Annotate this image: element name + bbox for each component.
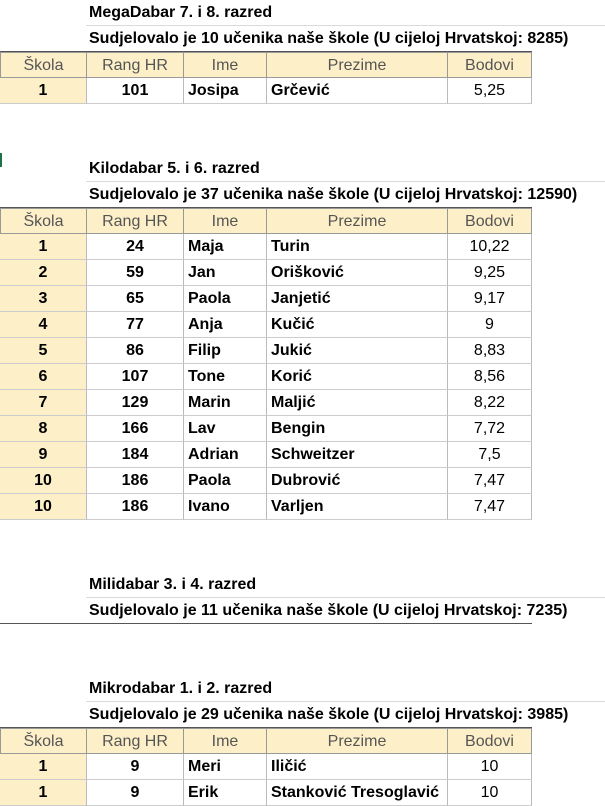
table-row bbox=[0, 468, 605, 494]
cell-prezime[interactable]: Stanković Tresoglavić bbox=[267, 780, 448, 806]
blank-row bbox=[0, 546, 605, 572]
header-ime[interactable]: Ime bbox=[184, 52, 267, 78]
cell-skola[interactable]: 1 bbox=[0, 780, 87, 806]
header-rang-hr[interactable]: Rang HR bbox=[87, 52, 184, 78]
blank-row bbox=[0, 624, 605, 650]
header-skola[interactable]: Škola bbox=[0, 728, 87, 754]
cell-bodovi[interactable]: 10 bbox=[448, 754, 532, 780]
section-subtitle[interactable]: Sudjelovalo je 11 učenika naše škole (U cijeloj Hrvatskoj: 7235) bbox=[89, 602, 568, 619]
cell-rang-hr[interactable]: 186 bbox=[87, 468, 184, 494]
header-rang-hr[interactable]: Rang HR bbox=[87, 728, 184, 754]
header-prezime[interactable]: Prezime bbox=[267, 208, 448, 234]
cell-bodovi[interactable]: 8,56 bbox=[448, 364, 532, 390]
cell-skola[interactable]: 7 bbox=[0, 390, 87, 416]
header-ime[interactable]: Ime bbox=[184, 728, 267, 754]
table-row bbox=[0, 780, 605, 806]
table-header-row bbox=[0, 52, 605, 78]
cell-rang-hr[interactable]: 9 bbox=[87, 754, 184, 780]
cell-ime[interactable]: Paola bbox=[184, 468, 267, 494]
header-prezime[interactable]: Prezime bbox=[267, 52, 448, 78]
cell-bodovi[interactable]: 10 bbox=[448, 780, 532, 806]
section-subtitle-row bbox=[0, 26, 605, 52]
table-row bbox=[0, 78, 605, 104]
cell-rang-hr[interactable]: 107 bbox=[87, 364, 184, 390]
cell-ime[interactable]: Marin bbox=[184, 390, 267, 416]
cell-skola[interactable]: 1 bbox=[0, 234, 87, 260]
header-ime[interactable]: Ime bbox=[184, 208, 267, 234]
cell-ime[interactable]: Maja bbox=[184, 234, 267, 260]
cell-rang-hr[interactable]: 101 bbox=[87, 78, 184, 104]
cell-bodovi[interactable]: 10,22 bbox=[448, 234, 532, 260]
cell-prezime[interactable]: Janjetić bbox=[267, 286, 448, 312]
cell-bodovi[interactable]: 5,25 bbox=[448, 78, 532, 104]
cell-ime[interactable]: Jan bbox=[184, 260, 267, 286]
cell-rang-hr[interactable]: 86 bbox=[87, 338, 184, 364]
section-title[interactable]: MegaDabar 7. i 8. razred bbox=[89, 4, 273, 21]
table-row bbox=[0, 442, 605, 468]
cell-skola[interactable]: 5 bbox=[0, 338, 87, 364]
cell-bodovi[interactable]: 7,5 bbox=[448, 442, 532, 468]
cell-rang-hr[interactable]: 184 bbox=[87, 442, 184, 468]
cell-ime[interactable]: Adrian bbox=[184, 442, 267, 468]
cell-bodovi[interactable]: 7,72 bbox=[448, 416, 532, 442]
cell-prezime[interactable]: Orišković bbox=[267, 260, 448, 286]
table-row bbox=[0, 260, 605, 286]
header-bodovi[interactable]: Bodovi bbox=[448, 728, 532, 754]
cell-ime[interactable]: Paola bbox=[184, 286, 267, 312]
blank-row bbox=[0, 650, 605, 676]
cell-ime[interactable]: Erik bbox=[184, 780, 267, 806]
table-row bbox=[0, 286, 605, 312]
cell-prezime[interactable]: Varljen bbox=[267, 494, 448, 520]
cell-rang-hr[interactable]: 77 bbox=[87, 312, 184, 338]
cell-prezime[interactable]: Korić bbox=[267, 364, 448, 390]
section-title[interactable]: Mikrodabar 1. i 2. razred bbox=[89, 680, 273, 697]
header-skola[interactable]: Škola bbox=[0, 208, 87, 234]
table-row bbox=[0, 312, 605, 338]
section-title-row bbox=[0, 676, 605, 702]
header-skola[interactable]: Škola bbox=[0, 52, 87, 78]
table-row bbox=[0, 364, 605, 390]
section-title-row bbox=[0, 156, 605, 182]
cell-rang-hr[interactable]: 129 bbox=[87, 390, 184, 416]
section-subtitle-row bbox=[0, 182, 605, 208]
cell-ime[interactable]: Ivano bbox=[184, 494, 267, 520]
cell-bodovi[interactable]: 8,83 bbox=[448, 338, 532, 364]
cell-bodovi[interactable]: 9,25 bbox=[448, 260, 532, 286]
cell-prezime[interactable]: Dubrović bbox=[267, 468, 448, 494]
cell-skola[interactable]: 1 bbox=[0, 754, 87, 780]
section-subtitle[interactable]: Sudjelovalo je 29 učenika naše škole (U cijeloj Hrvatskoj: 3985) bbox=[89, 706, 569, 723]
table-row bbox=[0, 390, 605, 416]
cell-bodovi[interactable]: 9,17 bbox=[448, 286, 532, 312]
header-rang-hr[interactable]: Rang HR bbox=[87, 208, 184, 234]
table-row bbox=[0, 754, 605, 780]
cell-ime[interactable]: Meri bbox=[184, 754, 267, 780]
table-row bbox=[0, 416, 605, 442]
cell-skola[interactable]: 6 bbox=[0, 364, 87, 390]
cell-skola[interactable]: 8 bbox=[0, 416, 87, 442]
cell-ime[interactable]: Tone bbox=[184, 364, 267, 390]
section-subtitle[interactable]: Sudjelovalo je 37 učenika naše škole (U cijeloj Hrvatskoj: 12590) bbox=[89, 186, 578, 203]
section-subtitle-row bbox=[0, 702, 605, 728]
table-header-row bbox=[0, 728, 605, 754]
cell-rang-hr[interactable]: 166 bbox=[87, 416, 184, 442]
section-subtitle[interactable]: Sudjelovalo je 10 učenika naše škole (U cijeloj Hrvatskoj: 8285) bbox=[89, 30, 569, 47]
cell-ime[interactable]: Filip bbox=[184, 338, 267, 364]
blank-row bbox=[0, 130, 605, 156]
cell-prezime[interactable]: Jukić bbox=[267, 338, 448, 364]
cell-prezime[interactable]: Turin bbox=[267, 234, 448, 260]
section-subtitle-row bbox=[0, 598, 605, 624]
section-title-row bbox=[0, 0, 605, 26]
table-header-row bbox=[0, 208, 605, 234]
cell-skola[interactable]: 4 bbox=[0, 312, 87, 338]
cell-rang-hr[interactable]: 24 bbox=[87, 234, 184, 260]
table-row bbox=[0, 234, 605, 260]
cell-prezime[interactable]: Kučić bbox=[267, 312, 448, 338]
cell-skola[interactable]: 10 bbox=[0, 494, 87, 520]
cell-skola[interactable]: 2 bbox=[0, 260, 87, 286]
table-row bbox=[0, 338, 605, 364]
blank-row bbox=[0, 520, 605, 546]
row-selection-marker bbox=[0, 153, 2, 167]
cell-prezime[interactable]: Iličić bbox=[267, 754, 448, 780]
cell-rang-hr[interactable]: 59 bbox=[87, 260, 184, 286]
cell-skola[interactable]: 1 bbox=[0, 78, 87, 104]
section-title[interactable]: Kilodabar 5. i 6. razred bbox=[89, 160, 260, 177]
cell-bodovi[interactable]: 7,47 bbox=[448, 494, 532, 520]
cell-skola[interactable]: 10 bbox=[0, 468, 87, 494]
header-bodovi[interactable]: Bodovi bbox=[448, 52, 532, 78]
cell-ime[interactable]: Josipa bbox=[184, 78, 267, 104]
cell-skola[interactable]: 3 bbox=[0, 286, 87, 312]
cell-prezime[interactable]: Grčević bbox=[267, 78, 448, 104]
table-row bbox=[0, 494, 605, 520]
header-bodovi[interactable]: Bodovi bbox=[448, 208, 532, 234]
header-prezime[interactable]: Prezime bbox=[267, 728, 448, 754]
cell-bodovi[interactable]: 9 bbox=[448, 312, 532, 338]
cell-bodovi[interactable]: 7,47 bbox=[448, 468, 532, 494]
section-title[interactable]: Milidabar 3. i 4. razred bbox=[89, 576, 257, 593]
cell-rang-hr[interactable]: 9 bbox=[87, 780, 184, 806]
cell-rang-hr[interactable]: 65 bbox=[87, 286, 184, 312]
section-title-row bbox=[0, 572, 605, 598]
blank-row bbox=[0, 104, 605, 130]
cell-bodovi[interactable]: 8,22 bbox=[448, 390, 532, 416]
cell-prezime[interactable]: Maljić bbox=[267, 390, 448, 416]
cell-ime[interactable]: Lav bbox=[184, 416, 267, 442]
cell-ime[interactable]: Anja bbox=[184, 312, 267, 338]
cell-skola[interactable]: 9 bbox=[0, 442, 87, 468]
cell-prezime[interactable]: Schweitzer bbox=[267, 442, 448, 468]
cell-prezime[interactable]: Bengin bbox=[267, 416, 448, 442]
cell-rang-hr[interactable]: 186 bbox=[87, 494, 184, 520]
